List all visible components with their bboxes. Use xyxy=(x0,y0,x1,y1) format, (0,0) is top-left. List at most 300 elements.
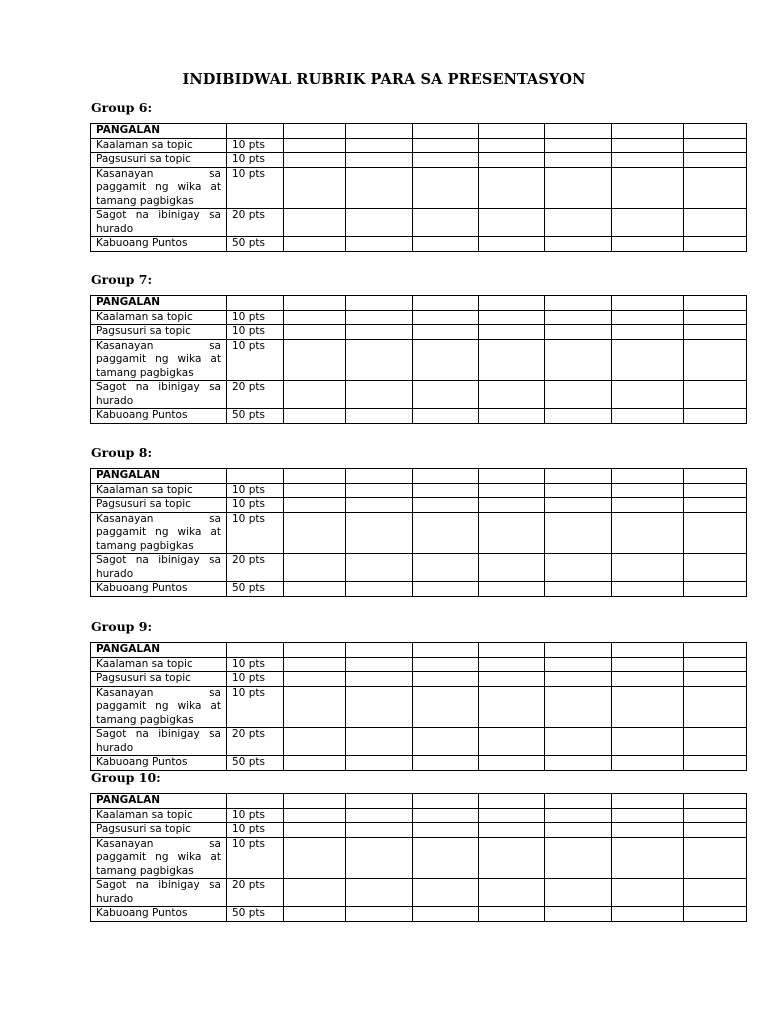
score-cell[interactable] xyxy=(684,381,747,409)
student-name-cell[interactable] xyxy=(284,643,346,658)
score-cell[interactable] xyxy=(479,483,545,498)
score-cell[interactable] xyxy=(684,554,747,582)
student-name-cell[interactable] xyxy=(413,794,479,809)
points-value: 10 pts xyxy=(227,138,284,153)
rubric-table xyxy=(90,123,747,252)
score-cell[interactable] xyxy=(684,339,747,381)
score-cell[interactable] xyxy=(684,582,747,597)
score-cell[interactable] xyxy=(545,554,612,582)
score-cell[interactable] xyxy=(612,339,684,381)
table-header-row xyxy=(91,794,747,809)
score-cell[interactable] xyxy=(479,728,545,756)
score-cell[interactable] xyxy=(413,837,479,879)
score-cell[interactable] xyxy=(479,582,545,597)
score-cell[interactable] xyxy=(413,657,479,672)
score-cell[interactable] xyxy=(545,339,612,381)
score-cell[interactable] xyxy=(346,686,413,728)
table-row xyxy=(91,879,747,907)
table-row xyxy=(91,554,747,582)
points-value: 50 pts xyxy=(227,907,284,922)
score-cell[interactable] xyxy=(284,138,346,153)
table-row xyxy=(91,209,747,237)
student-name-cell[interactable] xyxy=(545,469,612,484)
score-cell[interactable] xyxy=(346,907,413,922)
student-name-cell[interactable] xyxy=(413,296,479,311)
score-cell[interactable] xyxy=(284,512,346,554)
score-cell[interactable] xyxy=(612,237,684,252)
score-cell[interactable] xyxy=(413,138,479,153)
score-cell[interactable] xyxy=(479,808,545,823)
score-cell[interactable] xyxy=(684,483,747,498)
score-cell[interactable] xyxy=(479,167,545,209)
score-cell[interactable] xyxy=(612,167,684,209)
score-cell[interactable] xyxy=(612,483,684,498)
score-cell[interactable] xyxy=(479,209,545,237)
score-cell[interactable] xyxy=(545,512,612,554)
student-name-cell[interactable] xyxy=(545,794,612,809)
score-cell[interactable] xyxy=(413,823,479,838)
student-name-cell[interactable] xyxy=(284,469,346,484)
score-cell[interactable] xyxy=(479,153,545,168)
score-cell[interactable] xyxy=(545,237,612,252)
score-cell[interactable] xyxy=(284,879,346,907)
score-cell[interactable] xyxy=(479,325,545,340)
points-header-cell xyxy=(227,469,284,484)
table-row xyxy=(91,686,747,728)
points-value: 20 pts xyxy=(227,381,284,409)
score-cell[interactable] xyxy=(545,138,612,153)
score-cell[interactable] xyxy=(284,686,346,728)
score-cell[interactable] xyxy=(413,209,479,237)
score-cell[interactable] xyxy=(413,808,479,823)
score-cell[interactable] xyxy=(684,907,747,922)
score-cell[interactable] xyxy=(413,167,479,209)
score-cell[interactable] xyxy=(684,209,747,237)
score-cell[interactable] xyxy=(413,512,479,554)
score-cell[interactable] xyxy=(545,808,612,823)
group-label: Group 8: xyxy=(91,445,153,460)
student-name-cell[interactable] xyxy=(684,124,747,139)
table-header-row xyxy=(91,469,747,484)
score-cell[interactable] xyxy=(545,672,612,687)
score-cell[interactable] xyxy=(479,138,545,153)
score-cell[interactable] xyxy=(545,483,612,498)
score-cell[interactable] xyxy=(413,686,479,728)
student-name-cell[interactable] xyxy=(479,124,545,139)
score-cell[interactable] xyxy=(413,237,479,252)
table-row xyxy=(91,339,747,381)
score-cell[interactable] xyxy=(612,657,684,672)
student-name-cell[interactable] xyxy=(479,794,545,809)
score-cell[interactable] xyxy=(612,686,684,728)
score-cell[interactable] xyxy=(284,554,346,582)
score-cell[interactable] xyxy=(346,837,413,879)
criterion-label: Kabuoang Puntos xyxy=(91,582,227,597)
points-value: 20 pts xyxy=(227,554,284,582)
score-cell[interactable] xyxy=(612,879,684,907)
score-cell[interactable] xyxy=(284,823,346,838)
score-cell[interactable] xyxy=(612,153,684,168)
score-cell[interactable] xyxy=(479,237,545,252)
score-cell[interactable] xyxy=(346,138,413,153)
score-cell[interactable] xyxy=(545,756,612,771)
score-cell[interactable] xyxy=(346,483,413,498)
table-row xyxy=(91,167,747,209)
student-name-cell[interactable] xyxy=(612,643,684,658)
score-cell[interactable] xyxy=(612,823,684,838)
score-cell[interactable] xyxy=(346,339,413,381)
score-cell[interactable] xyxy=(413,498,479,513)
criterion-label: Kaalaman sa topic xyxy=(91,483,227,498)
score-cell[interactable] xyxy=(545,498,612,513)
score-cell[interactable] xyxy=(545,381,612,409)
score-cell[interactable] xyxy=(284,381,346,409)
score-cell[interactable] xyxy=(284,237,346,252)
score-cell[interactable] xyxy=(684,823,747,838)
score-cell[interactable] xyxy=(413,325,479,340)
score-cell[interactable] xyxy=(346,310,413,325)
score-cell[interactable] xyxy=(479,498,545,513)
score-cell[interactable] xyxy=(479,657,545,672)
points-header-cell xyxy=(227,124,284,139)
score-cell[interactable] xyxy=(413,728,479,756)
score-cell[interactable] xyxy=(413,339,479,381)
table-row xyxy=(91,808,747,823)
rubric-table xyxy=(90,295,747,424)
score-cell[interactable] xyxy=(545,409,612,424)
rubric-table xyxy=(90,468,747,597)
table-header-row xyxy=(91,296,747,311)
score-cell[interactable] xyxy=(684,498,747,513)
score-cell[interactable] xyxy=(479,879,545,907)
table-row xyxy=(91,325,747,340)
student-name-cell[interactable] xyxy=(346,643,413,658)
student-name-cell[interactable] xyxy=(479,643,545,658)
table-header-row xyxy=(91,643,747,658)
points-value: 10 pts xyxy=(227,823,284,838)
score-cell[interactable] xyxy=(545,907,612,922)
criterion-label: Kasanayan sa paggamit ng wika at tamang pagbigkas xyxy=(91,837,227,879)
score-cell[interactable] xyxy=(684,237,747,252)
score-cell[interactable] xyxy=(684,153,747,168)
points-value: 10 pts xyxy=(227,167,284,209)
criterion-label: Kaalaman sa topic xyxy=(91,310,227,325)
score-cell[interactable] xyxy=(284,728,346,756)
score-cell[interactable] xyxy=(684,879,747,907)
criterion-label: Pagsusuri sa topic xyxy=(91,672,227,687)
score-cell[interactable] xyxy=(545,325,612,340)
points-value: 50 pts xyxy=(227,409,284,424)
points-value: 10 pts xyxy=(227,686,284,728)
score-cell[interactable] xyxy=(413,153,479,168)
score-cell[interactable] xyxy=(684,728,747,756)
score-cell[interactable] xyxy=(413,554,479,582)
score-cell[interactable] xyxy=(284,167,346,209)
criterion-label: Kasanayan sa paggamit ng wika at tamang pagbigkas xyxy=(91,686,227,728)
student-name-cell[interactable] xyxy=(346,296,413,311)
score-cell[interactable] xyxy=(284,209,346,237)
score-cell[interactable] xyxy=(346,808,413,823)
rubric-table xyxy=(90,793,747,922)
score-cell[interactable] xyxy=(684,657,747,672)
table-row xyxy=(91,153,747,168)
score-cell[interactable] xyxy=(346,512,413,554)
score-cell[interactable] xyxy=(413,582,479,597)
table-total-row xyxy=(91,409,747,424)
score-cell[interactable] xyxy=(684,138,747,153)
score-cell[interactable] xyxy=(612,808,684,823)
score-cell[interactable] xyxy=(413,756,479,771)
score-cell[interactable] xyxy=(284,672,346,687)
score-cell[interactable] xyxy=(612,325,684,340)
score-cell[interactable] xyxy=(479,672,545,687)
table-row xyxy=(91,483,747,498)
table-row xyxy=(91,672,747,687)
criterion-label: Kaalaman sa topic xyxy=(91,808,227,823)
table-row xyxy=(91,657,747,672)
score-cell[interactable] xyxy=(479,907,545,922)
student-name-cell[interactable] xyxy=(612,124,684,139)
criterion-label: Pagsusuri sa topic xyxy=(91,325,227,340)
score-cell[interactable] xyxy=(684,686,747,728)
score-cell[interactable] xyxy=(684,325,747,340)
student-name-cell[interactable] xyxy=(612,469,684,484)
score-cell[interactable] xyxy=(413,672,479,687)
column-header-pangalan: PANGALAN xyxy=(91,296,227,311)
column-header-pangalan: PANGALAN xyxy=(91,794,227,809)
score-cell[interactable] xyxy=(612,310,684,325)
criterion-label: Kabuoang Puntos xyxy=(91,756,227,771)
table-row xyxy=(91,512,747,554)
points-value: 10 pts xyxy=(227,512,284,554)
criterion-label: Kaalaman sa topic xyxy=(91,657,227,672)
criterion-label: Sagot na ibinigay sa hurado xyxy=(91,879,227,907)
student-name-cell[interactable] xyxy=(684,469,747,484)
score-cell[interactable] xyxy=(284,409,346,424)
student-name-cell[interactable] xyxy=(346,469,413,484)
score-cell[interactable] xyxy=(612,728,684,756)
score-cell[interactable] xyxy=(284,837,346,879)
score-cell[interactable] xyxy=(284,808,346,823)
criterion-label: Kaalaman sa topic xyxy=(91,138,227,153)
student-name-cell[interactable] xyxy=(284,296,346,311)
criterion-label: Sagot na ibinigay sa hurado xyxy=(91,209,227,237)
score-cell[interactable] xyxy=(684,808,747,823)
criterion-label: Sagot na ibinigay sa hurado xyxy=(91,381,227,409)
student-name-cell[interactable] xyxy=(545,296,612,311)
rubric-table xyxy=(90,642,747,771)
column-header-pangalan: PANGALAN xyxy=(91,124,227,139)
group-label: Group 10: xyxy=(91,770,161,785)
points-value: 50 pts xyxy=(227,582,284,597)
points-value: 10 pts xyxy=(227,325,284,340)
score-cell[interactable] xyxy=(479,381,545,409)
student-name-cell[interactable] xyxy=(413,643,479,658)
score-cell[interactable] xyxy=(479,756,545,771)
score-cell[interactable] xyxy=(684,837,747,879)
score-cell[interactable] xyxy=(612,907,684,922)
score-cell[interactable] xyxy=(684,672,747,687)
score-cell[interactable] xyxy=(612,138,684,153)
score-cell[interactable] xyxy=(346,879,413,907)
points-value: 10 pts xyxy=(227,672,284,687)
score-cell[interactable] xyxy=(284,153,346,168)
score-cell[interactable] xyxy=(612,582,684,597)
score-cell[interactable] xyxy=(346,756,413,771)
score-cell[interactable] xyxy=(479,823,545,838)
score-cell[interactable] xyxy=(346,381,413,409)
score-cell[interactable] xyxy=(612,672,684,687)
student-name-cell[interactable] xyxy=(684,794,747,809)
points-value: 10 pts xyxy=(227,310,284,325)
points-value: 50 pts xyxy=(227,237,284,252)
student-name-cell[interactable] xyxy=(545,643,612,658)
score-cell[interactable] xyxy=(346,657,413,672)
table-header-row xyxy=(91,124,747,139)
score-cell[interactable] xyxy=(545,837,612,879)
score-cell[interactable] xyxy=(545,728,612,756)
score-cell[interactable] xyxy=(284,310,346,325)
student-name-cell[interactable] xyxy=(479,469,545,484)
criterion-label: Pagsusuri sa topic xyxy=(91,823,227,838)
score-cell[interactable] xyxy=(346,153,413,168)
score-cell[interactable] xyxy=(612,837,684,879)
criterion-label: Sagot na ibinigay sa hurado xyxy=(91,728,227,756)
table-total-row xyxy=(91,907,747,922)
score-cell[interactable] xyxy=(284,657,346,672)
group-label: Group 7: xyxy=(91,272,153,287)
table-total-row xyxy=(91,756,747,771)
student-name-cell[interactable] xyxy=(413,124,479,139)
score-cell[interactable] xyxy=(479,339,545,381)
score-cell[interactable] xyxy=(346,209,413,237)
points-value: 10 pts xyxy=(227,153,284,168)
group-label: Group 6: xyxy=(91,100,153,115)
points-value: 10 pts xyxy=(227,837,284,879)
table-row xyxy=(91,138,747,153)
score-cell[interactable] xyxy=(612,381,684,409)
score-cell[interactable] xyxy=(479,554,545,582)
student-name-cell[interactable] xyxy=(612,794,684,809)
score-cell[interactable] xyxy=(684,310,747,325)
score-cell[interactable] xyxy=(346,167,413,209)
score-cell[interactable] xyxy=(684,409,747,424)
points-value: 10 pts xyxy=(227,339,284,381)
student-name-cell[interactable] xyxy=(479,296,545,311)
table-total-row xyxy=(91,237,747,252)
document-title: INDIBIDWAL RUBRIK PARA SA PRESENTASYON xyxy=(182,71,586,88)
score-cell[interactable] xyxy=(545,310,612,325)
score-cell[interactable] xyxy=(413,381,479,409)
score-cell[interactable] xyxy=(413,879,479,907)
score-cell[interactable] xyxy=(612,209,684,237)
score-cell[interactable] xyxy=(684,756,747,771)
score-cell[interactable] xyxy=(545,879,612,907)
criterion-label: Kasanayan sa paggamit ng wika at tamang pagbigkas xyxy=(91,512,227,554)
score-cell[interactable] xyxy=(346,237,413,252)
score-cell[interactable] xyxy=(346,823,413,838)
student-name-cell[interactable] xyxy=(284,124,346,139)
score-cell[interactable] xyxy=(284,483,346,498)
score-cell[interactable] xyxy=(479,310,545,325)
score-cell[interactable] xyxy=(612,409,684,424)
student-name-cell[interactable] xyxy=(346,794,413,809)
score-cell[interactable] xyxy=(284,907,346,922)
score-cell[interactable] xyxy=(413,310,479,325)
score-cell[interactable] xyxy=(545,686,612,728)
score-cell[interactable] xyxy=(684,512,747,554)
score-cell[interactable] xyxy=(479,409,545,424)
student-name-cell[interactable] xyxy=(612,296,684,311)
student-name-cell[interactable] xyxy=(684,296,747,311)
points-value: 20 pts xyxy=(227,728,284,756)
points-header-cell xyxy=(227,794,284,809)
student-name-cell[interactable] xyxy=(413,469,479,484)
score-cell[interactable] xyxy=(284,325,346,340)
score-cell[interactable] xyxy=(545,167,612,209)
score-cell[interactable] xyxy=(545,657,612,672)
table-row xyxy=(91,728,747,756)
score-cell[interactable] xyxy=(346,554,413,582)
score-cell[interactable] xyxy=(346,325,413,340)
score-cell[interactable] xyxy=(413,409,479,424)
table-row xyxy=(91,381,747,409)
points-value: 10 pts xyxy=(227,483,284,498)
score-cell[interactable] xyxy=(284,756,346,771)
student-name-cell[interactable] xyxy=(684,643,747,658)
score-cell[interactable] xyxy=(612,498,684,513)
student-name-cell[interactable] xyxy=(284,794,346,809)
points-value: 50 pts xyxy=(227,756,284,771)
table-row xyxy=(91,498,747,513)
criterion-label: Kasanayan sa paggamit ng wika at tamang pagbigkas xyxy=(91,339,227,381)
score-cell[interactable] xyxy=(545,823,612,838)
criterion-label: Kasanayan sa paggamit ng wika at tamang pagbigkas xyxy=(91,167,227,209)
score-cell[interactable] xyxy=(284,339,346,381)
table-total-row xyxy=(91,582,747,597)
score-cell[interactable] xyxy=(684,167,747,209)
score-cell[interactable] xyxy=(479,512,545,554)
points-header-cell xyxy=(227,643,284,658)
score-cell[interactable] xyxy=(284,498,346,513)
points-value: 10 pts xyxy=(227,657,284,672)
points-value: 10 pts xyxy=(227,808,284,823)
criterion-label: Kabuoang Puntos xyxy=(91,409,227,424)
score-cell[interactable] xyxy=(545,153,612,168)
score-cell[interactable] xyxy=(612,756,684,771)
score-cell[interactable] xyxy=(612,554,684,582)
score-cell[interactable] xyxy=(545,582,612,597)
student-name-cell[interactable] xyxy=(346,124,413,139)
score-cell[interactable] xyxy=(346,672,413,687)
table-row xyxy=(91,310,747,325)
score-cell[interactable] xyxy=(346,582,413,597)
score-cell[interactable] xyxy=(346,728,413,756)
points-value: 20 pts xyxy=(227,209,284,237)
points-header-cell xyxy=(227,296,284,311)
score-cell[interactable] xyxy=(479,837,545,879)
group-label: Group 9: xyxy=(91,619,153,634)
score-cell[interactable] xyxy=(545,209,612,237)
score-cell[interactable] xyxy=(346,498,413,513)
score-cell[interactable] xyxy=(413,483,479,498)
score-cell[interactable] xyxy=(284,582,346,597)
score-cell[interactable] xyxy=(346,409,413,424)
student-name-cell[interactable] xyxy=(545,124,612,139)
score-cell[interactable] xyxy=(479,686,545,728)
score-cell[interactable] xyxy=(413,907,479,922)
score-cell[interactable] xyxy=(612,512,684,554)
